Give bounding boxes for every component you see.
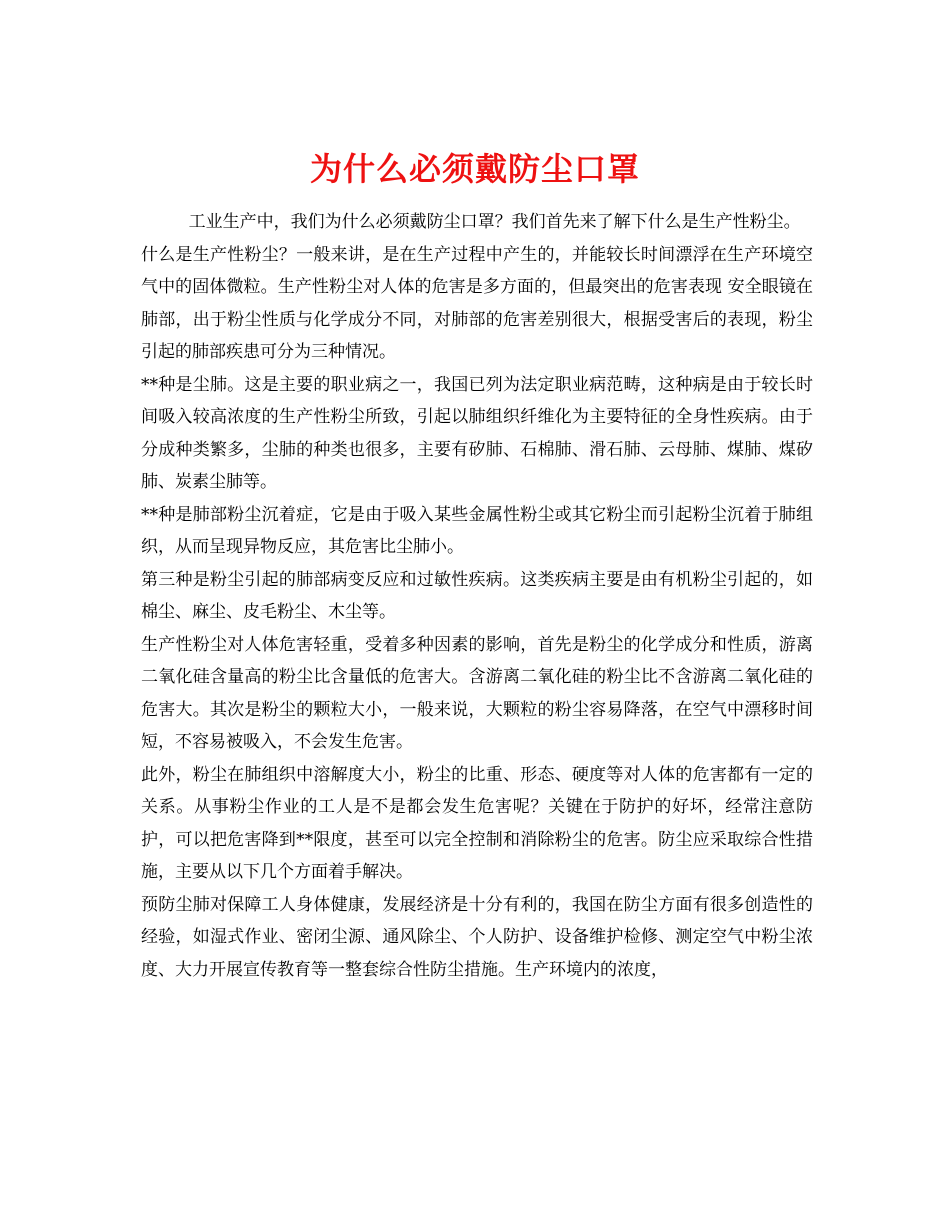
paragraph-protection: 此外，粉尘在肺组织中溶解度大小，粉尘的比重、形态、硬度等对人体的危害都有一定的关系。从事粉尘作业的工人是不是都会发生危害呢？关键在于防护的好坏，经常注意防护，可以把危害降到**限度，甚至可以完全控制和消除粉尘的危害。防尘应采取综合性措施，主要从以下几个方面着手解决。 [141,764,813,882]
document-title: 为什么必须戴防尘口罩 [309,150,640,189]
paragraph-prevention: 预防尘肺对保障工人身体健康，发展经济是十分有利的，我国在防尘方面有很多创造性的经验，如湿式作业、密闭尘源、通风除尘、个人防护、设备维护检修、测定空气中粉尘浓度、大力开展宣传教育等一整套综合性防尘措施。生产环境内的浓度， [141,894,813,980]
paragraph-intro: 工业生产中，我们为什么必须戴防尘口罩？我们首先来了解下什么是生产性粉尘。 [188,212,801,232]
document-body [141,206,813,986]
paragraph-hazard-factors: 生产性粉尘对人体危害轻重，受着多种因素的影响，首先是粉尘的化学成分和性质，游离二氧化硅含量高的粉尘比含量低的危害大。含游离二氧化硅的粉尘比不含游离二氧化硅的危害大。其次是粉尘的颗粒大小，一般来说，大颗粒的粉尘容易降落，在空气中漂移时间短，不容易被吸入，不会发生危害。 [141,634,813,752]
paragraph-dust-deposition: **种是肺部粉尘沉着症，它是由于吸入某些金属性粉尘或其它粉尘而引起粉尘沉着于肺组织，从而呈现异物反应，其危害比尘肺小。 [141,504,813,557]
paragraph-allergic-disease: 第三种是粉尘引起的肺部病变反应和过敏性疾病。这类疾病主要是由有机粉尘引起的，如棉尘、麻尘、皮毛粉尘、木尘等。 [141,569,813,622]
paragraph-definition: 什么是生产性粉尘？一般来讲，是在生产过程中产生的，并能较长时间漂浮在生产环境空气中的固体微粒。生产性粉尘对人体的危害是多方面的，但最突出的危害表现 安全眼镜在肺部，出于粉尘性质与化学成分不同，对肺部的危害差别很大，根据受害后的表现，粉尘引起的肺部疾患可分为三种情况。 [141,244,813,362]
paragraph-pneumoconiosis: **种是尘肺。这是主要的职业病之一，我国已列为法定职业病范畴，这种病是由于较长时间吸入较高浓度的生产性粉尘所致，引起以肺组织纤维化为主要特征的全身性疾病。由于分成种类繁多，尘肺的种类也很多，主要有矽肺、石棉肺、滑石肺、云母肺、煤肺、煤矽肺、炭素尘肺等。 [141,374,813,492]
